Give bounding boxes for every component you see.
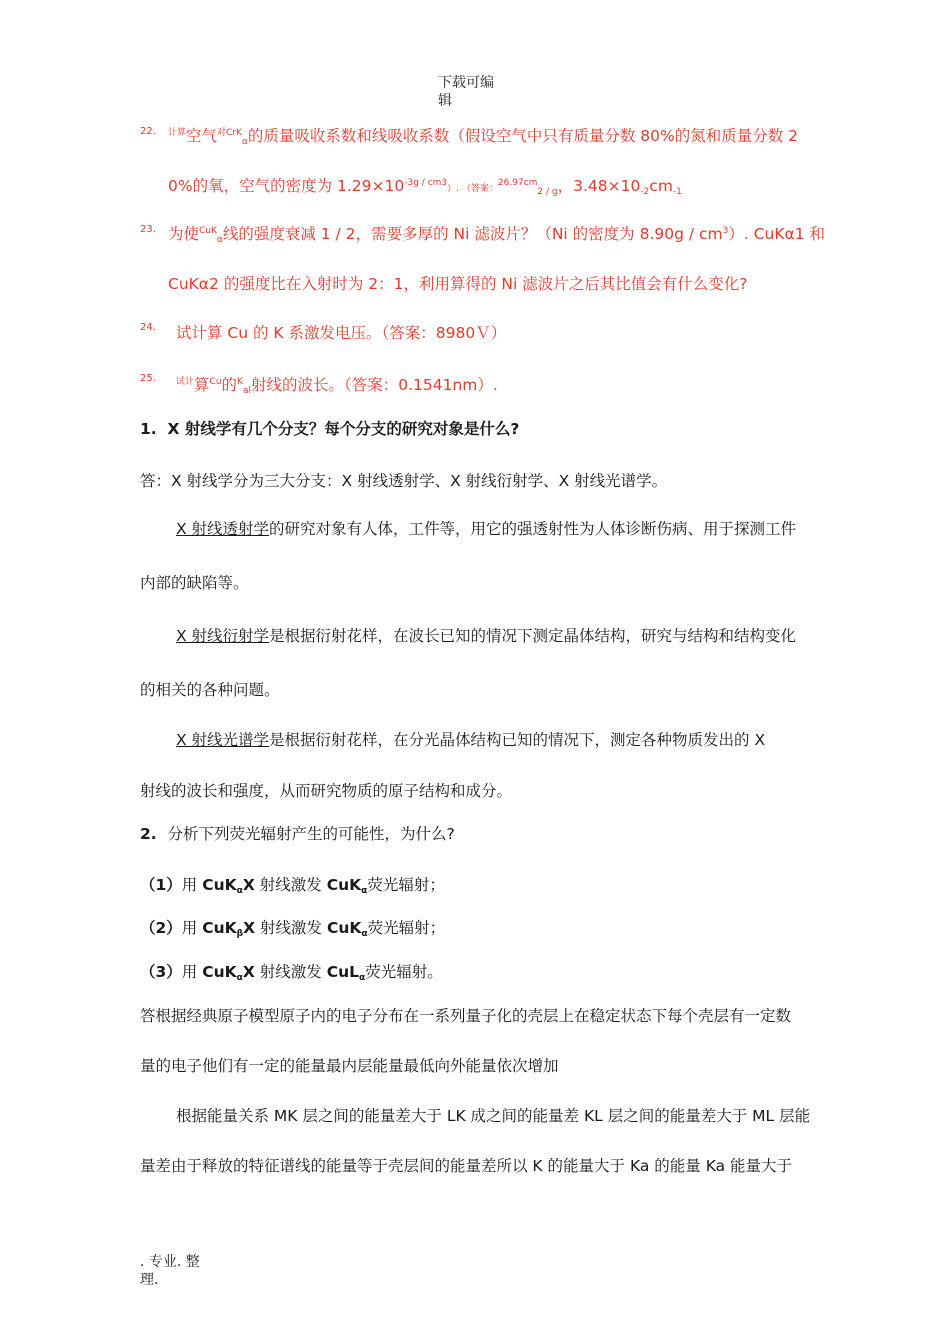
item-1-a: 用	[181, 876, 198, 894]
q22-dui: 对	[217, 128, 227, 138]
item-1-b1: CuK	[202, 876, 237, 894]
q23-c: ）. CuKα1 和	[728, 225, 826, 243]
header-line-2: 辑	[438, 93, 452, 109]
item-3-a: 用	[181, 963, 198, 981]
q22-l2-b: ）. （答案：	[447, 184, 498, 194]
item-3-sub2: α	[359, 973, 366, 983]
para-3-rest: 是根据衍射花样，在分光晶体结构已知的情况下，测定各种物质发出的 X	[269, 731, 766, 749]
item-3-sub1: α	[236, 973, 243, 983]
q22-l2-ans1-exp: 2 / g	[537, 187, 558, 197]
item-2-b1: CuK	[202, 919, 237, 937]
item-1-b2: X	[242, 876, 255, 894]
question-23-line-1	[168, 222, 825, 245]
question-23-line-2: CuKα2 的强度比在入射时为 2：1，利用算得的 Ni 滤波片之后其比值会有什么变化?	[168, 275, 748, 293]
page-header	[438, 74, 494, 110]
section-1-answer: 答：X 射线学分为三大分支：X 射线透射学、X 射线衍射学、X 射线光谱学。	[140, 472, 668, 490]
para-1-rest: 的研究对象有人体，工件等，用它的强透射性为人体诊断伤病、用于探测工件	[269, 520, 797, 538]
item-3-b2: X	[242, 963, 255, 981]
item-1-b3: CuK	[326, 876, 362, 894]
section-1-para-1-line-2: 内部的缺陷等。	[140, 574, 249, 592]
item-3-b3: CuL	[326, 963, 359, 981]
question-22-line-1	[168, 124, 798, 147]
item-3-c: 射线激发	[259, 963, 322, 981]
section-2-title	[140, 822, 455, 844]
q22-l2-c: ，3.48×10	[557, 177, 641, 195]
section-1-para-1	[176, 517, 796, 539]
item-2-sub1: β	[236, 929, 244, 939]
section-1-para-2-line-2: 的相关的各种问题。	[140, 681, 280, 699]
section-2-answer-line-2: 量的电子他们有一定的能量最内层能量最低向外能量依次增加	[140, 1057, 559, 1075]
q23-a: 为使	[168, 225, 200, 243]
q25-b: 算	[194, 376, 210, 394]
question-25-number: 25.	[140, 373, 156, 384]
q22-text: 的质量吸收系数和线吸收系数（假设空气中只有质量分数 80%的氮和质量分数 2	[247, 127, 799, 145]
q22-l2-a: 0%的氧，空气的密度为 1.29×10	[168, 177, 405, 195]
q23-b: 线的强度衰减 1 / 2，需要多厚的 Ni 滤波片？（Ni 的密度为 8.90g / cm	[222, 225, 723, 243]
item-2-d: 荧光辐射；	[367, 919, 446, 937]
item-2-c: 射线激发	[260, 919, 323, 937]
list-item	[140, 916, 445, 939]
q22-l2-exp: -3	[404, 178, 414, 188]
question-24-number: 24.	[140, 322, 156, 333]
item-1-sub2: α	[361, 886, 368, 896]
footer-line-2: 理.	[140, 1272, 159, 1288]
section-2-title-text: 分析下列荧光辐射产生的可能性，为什么?	[167, 825, 455, 843]
page-footer	[140, 1253, 200, 1289]
item-3-b1: CuK	[202, 963, 237, 981]
header-line-1: 下载可编	[438, 75, 494, 91]
item-1-num: （1）	[140, 876, 182, 894]
q22-l2-ans1: 26.97cm	[497, 178, 538, 188]
term-transmission: X 射线透射学	[176, 520, 270, 538]
section-1-para-2	[176, 624, 796, 646]
term-diffraction: X 射线衍射学	[176, 627, 270, 645]
question-22-number: 22.	[140, 126, 156, 137]
q25-c: 的	[221, 376, 238, 394]
item-3-num: （3）	[140, 963, 182, 981]
q23-alpha: α	[216, 235, 223, 245]
list-item	[140, 873, 445, 896]
section-1-title-text: X 射线学有几个分支？每个分支的研究对象是什么?	[167, 420, 520, 438]
section-2-answer-line-4: 量差由于释放的特征谱线的能量等于壳层间的能量差所以 K 的能量大于 Ka 的能量 Ka 能量大于	[140, 1157, 793, 1175]
list-item	[140, 960, 443, 983]
item-2-a: 用	[181, 919, 198, 937]
item-1-sub1: α	[236, 886, 243, 896]
section-1-title	[140, 417, 519, 439]
q23-exp: 3	[722, 226, 729, 236]
item-2-sub2: α	[361, 929, 368, 939]
item-2-b3: CuK	[326, 919, 362, 937]
question-24-text: 试计算 Cu 的 K 系激发电压。（答案：8980Ｖ）	[176, 324, 507, 342]
q25-al: al	[242, 386, 251, 396]
q25-k: K	[237, 377, 243, 387]
q23-cuk: CuK	[199, 226, 217, 236]
question-23-number: 23.	[140, 224, 156, 235]
q22-crk: CrK	[226, 128, 242, 138]
item-1-c: 射线激发	[259, 876, 322, 894]
q22-small-ji: 计算	[168, 128, 187, 138]
q22-kongqi: 空气	[186, 127, 218, 145]
question-25-text	[176, 373, 498, 396]
section-2-answer-line-1: 答根据经典原子模型原子内的电子分布在一系列量子化的壳层上在稳定状态下每个壳层有一定数	[140, 1007, 792, 1025]
q22-l2-exp2: -2	[640, 187, 650, 197]
q22-l2-d: cm	[649, 177, 673, 195]
term-spectroscopy: X 射线光谱学	[176, 731, 270, 749]
q22-alpha: α	[241, 137, 248, 147]
para-2-rest: 是根据衍射花样，在波长已知的情况下测定晶体结构，研究与结构和结构变化	[269, 627, 797, 645]
item-1-d: 荧光辐射；	[367, 876, 445, 894]
q25-cu: Cu	[209, 377, 222, 387]
section-1-para-3-line-2: 射线的波长和强度，从而研究物质的原子结构和成分。	[140, 782, 513, 800]
question-22-line-2	[168, 174, 682, 197]
q22-l2-unit: g / cm	[413, 178, 442, 188]
section-2-answer-line-3: 根据能量关系 MK 层之间的能量差大于 LK 成之间的能量差 KL 层之间的能量差大于 ML 层能	[176, 1107, 811, 1125]
item-3-d: 荧光辐射。	[365, 963, 443, 981]
item-2-b2: X	[243, 919, 256, 937]
section-1-para-3	[176, 728, 765, 750]
q25-a: 试计	[176, 377, 195, 387]
q22-l2-exp3: -1	[672, 187, 682, 197]
footer-line-1: . 专业. 整	[140, 1254, 200, 1270]
q22-l2-3: 3	[441, 178, 448, 188]
section-2-number: 2.	[140, 825, 157, 843]
q25-d: 射线的波长。（答案：0.1541nm）.	[250, 376, 498, 394]
item-2-num: （2）	[140, 919, 182, 937]
section-1-number: 1.	[140, 420, 157, 438]
